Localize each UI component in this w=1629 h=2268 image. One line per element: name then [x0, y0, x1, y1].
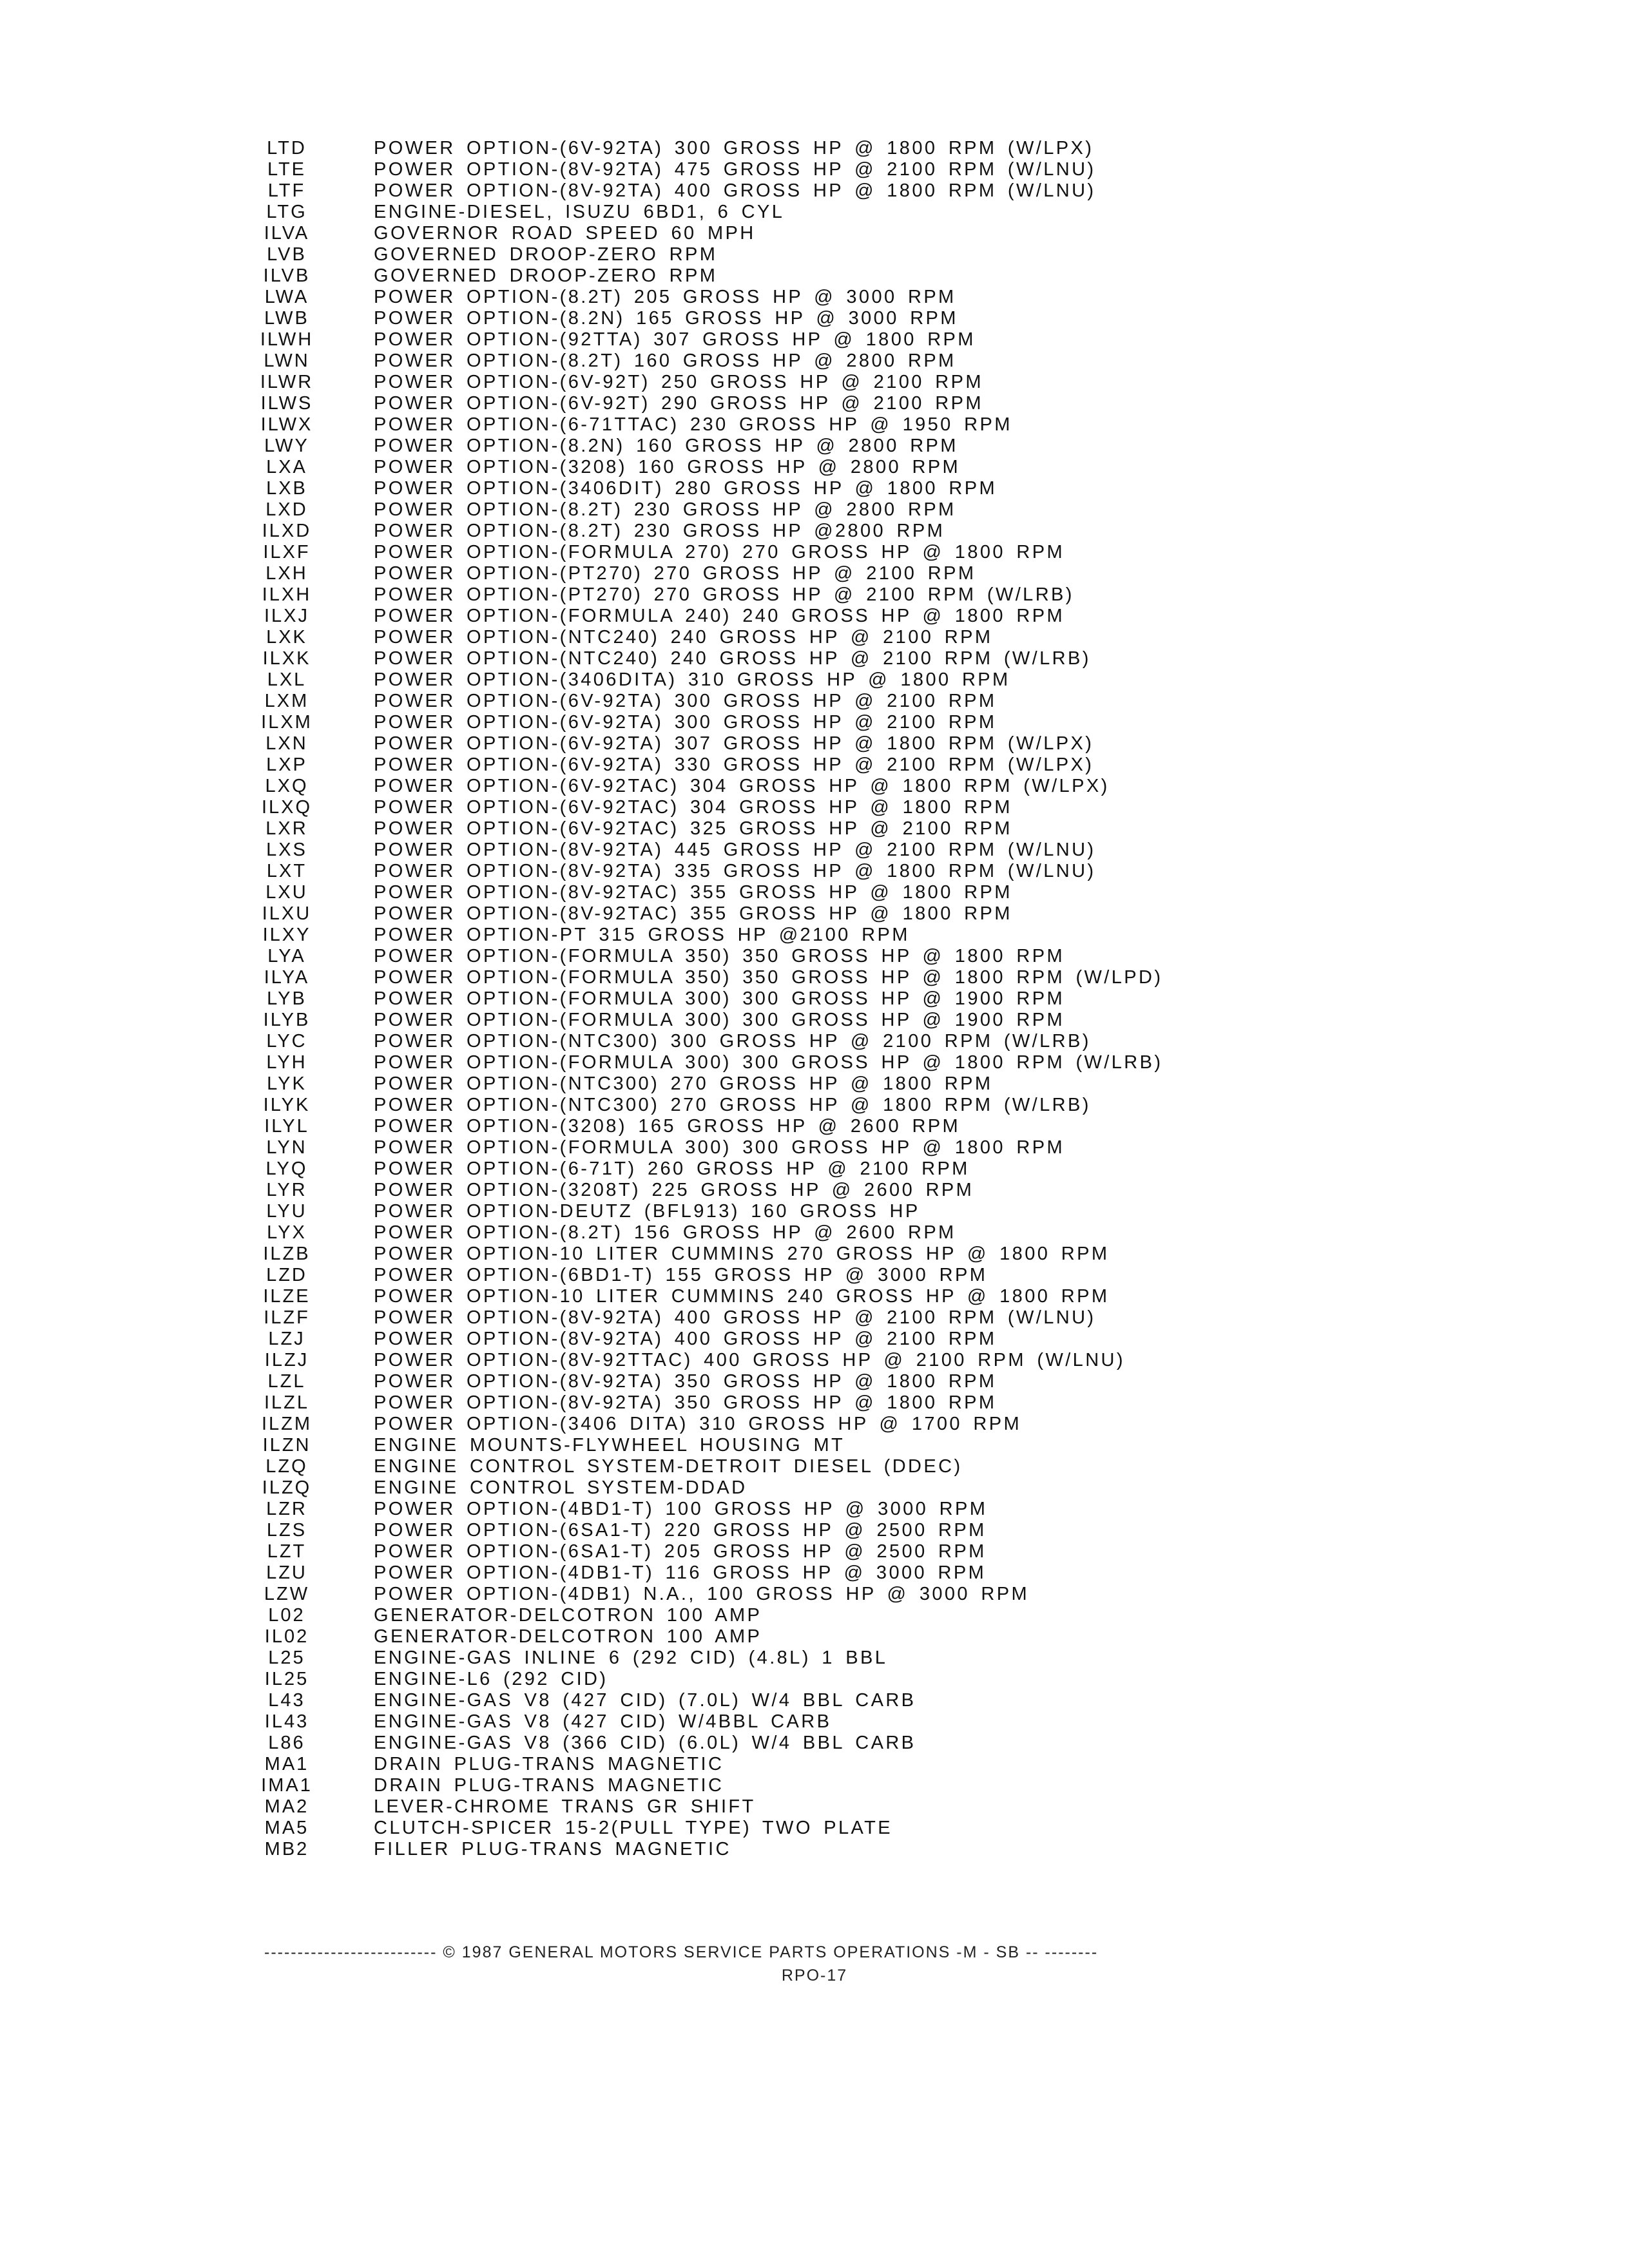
rpo-description: POWER OPTION-(3406DIT) 280 GROSS HP @ 1800 RPM [374, 478, 998, 499]
list-item [0, 1456, 1629, 1477]
footer-copyright-line: -------------------------- © 1987 GENERAL MOTORS SERVICE PARTS OPERATIONS -M - SB -- -------- [264, 1943, 1099, 1961]
list-item [0, 1286, 1629, 1307]
rpo-code: LXA [266, 457, 307, 477]
rpo-description: ENGINE-DIESEL, ISUZU 6BD1, 6 CYL [374, 202, 785, 222]
rpo-description: POWER OPTION-(6-71T) 260 GROSS HP @ 2100 RPM [374, 1158, 970, 1179]
rpo-code: ILXJ [264, 606, 310, 626]
rpo-code: ILWX [260, 414, 313, 435]
list-item [0, 1350, 1629, 1371]
rpo-code: MA1 [264, 1754, 309, 1774]
list-item [0, 372, 1629, 393]
rpo-code: ILXQ [261, 797, 313, 818]
list-item [0, 669, 1629, 691]
rpo-description: POWER OPTION-(8V-92TAC) 355 GROSS HP @ 1800 RPM [374, 882, 1012, 903]
rpo-description: DRAIN PLUG-TRANS MAGNETIC [374, 1775, 724, 1796]
rpo-code: ILWH [260, 329, 314, 350]
rpo-description: POWER OPTION-(3208) 165 GROSS HP @ 2600 RPM [374, 1116, 961, 1137]
rpo-description: ENGINE MOUNTS-FLYWHEEL HOUSING MT [374, 1435, 845, 1456]
rpo-code: IMA1 [261, 1775, 313, 1796]
rpo-description: POWER OPTION-(8.2T) 230 GROSS HP @ 2800 RPM [374, 499, 956, 520]
list-item [0, 1137, 1629, 1158]
rpo-description: POWER OPTION-(6V-92TAC) 325 GROSS HP @ 2100 RPM [374, 818, 1012, 839]
rpo-description: POWER OPTION-10 LITER CUMMINS 240 GROSS HP @ 1800 RPM [374, 1286, 1110, 1307]
list-item [0, 1584, 1629, 1605]
rpo-description: POWER OPTION-(FORMULA 300) 300 GROSS HP @ 1800 RPM (W/LRB) [374, 1052, 1163, 1073]
rpo-description: POWER OPTION-(4DB1-T) 116 GROSS HP @ 3000 RPM [374, 1562, 987, 1583]
list-item [0, 1711, 1629, 1733]
rpo-description: POWER OPTION-(6V-92TA) 330 GROSS HP @ 2100 RPM (W/LPX) [374, 754, 1094, 775]
rpo-code: MA5 [264, 1818, 309, 1838]
rpo-code: LXR [265, 818, 308, 839]
rpo-description: POWER OPTION-(6V-92TA) 300 GROSS HP @ 2100 RPM [374, 691, 997, 711]
list-item [0, 244, 1629, 265]
rpo-description: POWER OPTION-(6V-92TA) 300 GROSS HP @ 2100 RPM [374, 712, 997, 733]
list-item [0, 1201, 1629, 1222]
list-item [0, 159, 1629, 180]
list-item [0, 1690, 1629, 1711]
list-item [0, 521, 1629, 542]
list-item [0, 180, 1629, 202]
list-item [0, 733, 1629, 754]
rpo-description: GOVERNOR ROAD SPEED 60 MPH [374, 223, 756, 244]
rpo-code: LWN [264, 351, 310, 371]
list-item [0, 223, 1629, 244]
list-item [0, 1818, 1629, 1839]
rpo-description: POWER OPTION-(6V-92TAC) 304 GROSS HP @ 1800 RPM (W/LPX) [374, 776, 1110, 796]
rpo-code: ILXU [262, 903, 312, 924]
rpo-description: POWER OPTION-(4DB1) N.A., 100 GROSS HP @ 3000 RPM [374, 1584, 1030, 1604]
rpo-code: IL25 [264, 1669, 309, 1689]
list-item [0, 1499, 1629, 1520]
rpo-description: POWER OPTION-(8.2T) 160 GROSS HP @ 2800 RPM [374, 351, 956, 371]
rpo-description: POWER OPTION-(8.2T) 230 GROSS HP @2800 RPM [374, 521, 945, 541]
rpo-code: LTG [266, 202, 307, 222]
rpo-description: POWER OPTION-(NTC300) 270 GROSS HP @ 1800 RPM (W/LRB) [374, 1095, 1091, 1115]
rpo-code: ILXY [262, 925, 311, 945]
rpo-code: LZT [267, 1541, 307, 1562]
rpo-description: POWER OPTION-(6SA1-T) 205 GROSS HP @ 2500 RPM [374, 1541, 987, 1562]
rpo-code: LYQ [265, 1158, 308, 1179]
list-item [0, 1031, 1629, 1052]
rpo-code: LXB [266, 478, 307, 499]
rpo-code: IL43 [264, 1711, 309, 1732]
rpo-description: POWER OPTION-(FORMULA 240) 240 GROSS HP @ 1800 RPM [374, 606, 1065, 626]
rpo-description: POWER OPTION-(FORMULA 300) 300 GROSS HP @ 1900 RPM [374, 1010, 1065, 1030]
rpo-description: POWER OPTION-10 LITER CUMMINS 270 GROSS HP @ 1800 RPM [374, 1244, 1110, 1264]
rpo-code: L86 [268, 1733, 305, 1753]
rpo-code: ILYL [264, 1116, 309, 1137]
list-item [0, 1626, 1629, 1648]
list-item [0, 584, 1629, 606]
rpo-description: LEVER-CHROME TRANS GR SHIFT [374, 1796, 756, 1817]
rpo-description: POWER OPTION-(8.2N) 165 GROSS HP @ 3000 RPM [374, 308, 958, 329]
rpo-description: POWER OPTION-(6V-92TA) 300 GROSS HP @ 1800 RPM (W/LPX) [374, 138, 1094, 159]
rpo-code: LZU [266, 1562, 307, 1583]
list-item [0, 1775, 1629, 1796]
list-item [0, 1307, 1629, 1329]
list-item [0, 138, 1629, 159]
list-item [0, 1435, 1629, 1456]
list-item [0, 265, 1629, 287]
rpo-code: LVB [267, 244, 307, 265]
list-item [0, 457, 1629, 478]
footer-page-number: RPO-17 [781, 1966, 848, 1984]
rpo-description: ENGINE-GAS V8 (427 CID) W/4BBL CARB [374, 1711, 832, 1732]
rpo-description: GOVERNED DROOP-ZERO RPM [374, 265, 718, 286]
rpo-description: POWER OPTION-(8V-92TA) 400 GROSS HP @ 2100 RPM (W/LNU) [374, 1307, 1096, 1328]
list-item [0, 1073, 1629, 1095]
rpo-description: POWER OPTION-(NTC300) 300 GROSS HP @ 2100 RPM (W/LRB) [374, 1031, 1091, 1052]
list-item [0, 1754, 1629, 1775]
rpo-description: POWER OPTION-(6-71TTAC) 230 GROSS HP @ 1950 RPM [374, 414, 1012, 435]
list-item [0, 776, 1629, 797]
rpo-code: LXT [266, 861, 307, 881]
rpo-description: POWER OPTION-(8.2T) 205 GROSS HP @ 3000 RPM [374, 287, 956, 307]
rpo-description: POWER OPTION-(3208T) 225 GROSS HP @ 2600 RPM [374, 1180, 974, 1200]
list-item [0, 861, 1629, 882]
list-item [0, 627, 1629, 648]
rpo-description: POWER OPTION-(NTC240) 240 GROSS HP @ 2100 RPM [374, 627, 993, 648]
rpo-description: ENGINE-GAS V8 (427 CID) (7.0L) W/4 BBL CARB [374, 1690, 916, 1711]
rpo-code: ILZE [263, 1286, 311, 1307]
rpo-description: POWER OPTION-(FORMULA 270) 270 GROSS HP @ 1800 RPM [374, 542, 1065, 562]
list-item [0, 818, 1629, 840]
list-item [0, 1180, 1629, 1201]
rpo-code: LXQ [265, 776, 309, 796]
rpo-code: L02 [268, 1605, 305, 1626]
list-item [0, 606, 1629, 627]
rpo-code: LYA [267, 946, 306, 966]
rpo-description: POWER OPTION-(6V-92T) 250 GROSS HP @ 2100 RPM [374, 372, 983, 392]
list-item [0, 414, 1629, 436]
rpo-description: POWER OPTION-(3406DITA) 310 GROSS HP @ 1800 RPM [374, 669, 1010, 690]
rpo-code: ILZN [262, 1435, 311, 1456]
rpo-description: POWER OPTION-(FORMULA 300) 300 GROSS HP @ 1900 RPM [374, 988, 1065, 1009]
list-item [0, 1244, 1629, 1265]
rpo-code: LXM [264, 691, 309, 711]
rpo-description: POWER OPTION-(FORMULA 350) 350 GROSS HP @ 1800 RPM [374, 946, 1065, 966]
list-item [0, 1541, 1629, 1562]
rpo-code: LWY [264, 436, 309, 456]
list-item [0, 1329, 1629, 1350]
rpo-code: LYC [266, 1031, 307, 1052]
list-item [0, 1010, 1629, 1031]
rpo-code: LXH [265, 563, 308, 584]
rpo-code: ILXD [262, 521, 312, 541]
rpo-code: LZJ [268, 1329, 305, 1349]
list-item [0, 1648, 1629, 1669]
list-item [0, 1095, 1629, 1116]
rpo-code: LWA [264, 287, 309, 307]
list-item [0, 202, 1629, 223]
rpo-description: POWER OPTION-(NTC300) 270 GROSS HP @ 1800 RPM [374, 1073, 993, 1094]
rpo-code: LTF [267, 180, 306, 201]
rpo-code: IL02 [264, 1626, 309, 1647]
list-item [0, 436, 1629, 457]
list-item [0, 754, 1629, 776]
list-item [0, 1520, 1629, 1541]
rpo-code: LYH [266, 1052, 307, 1073]
rpo-code: MA2 [264, 1796, 309, 1817]
rpo-description: DRAIN PLUG-TRANS MAGNETIC [374, 1754, 724, 1774]
rpo-description: POWER OPTION-(8V-92TA) 400 GROSS HP @ 2100 RPM [374, 1329, 997, 1349]
rpo-code: LXD [265, 499, 308, 520]
list-item [0, 882, 1629, 903]
rpo-description: POWER OPTION-(FORMULA 300) 300 GROSS HP @ 1800 RPM [374, 1137, 1065, 1158]
rpo-code: ILVB [263, 265, 311, 286]
rpo-code: MB2 [264, 1839, 309, 1860]
rpo-code: LXL [267, 669, 307, 690]
rpo-description: POWER OPTION-(6V-92TAC) 304 GROSS HP @ 1800 RPM [374, 797, 1012, 818]
list-item [0, 329, 1629, 351]
rpo-code: LZD [266, 1265, 307, 1285]
list-item [0, 1222, 1629, 1244]
rpo-description: ENGINE CONTROL SYSTEM-DDAD [374, 1477, 747, 1498]
rpo-code: LYX [267, 1222, 307, 1243]
rpo-description: GENERATOR-DELCOTRON 100 AMP [374, 1626, 762, 1647]
rpo-description: POWER OPTION-(FORMULA 350) 350 GROSS HP @ 1800 RPM (W/LPD) [374, 967, 1163, 988]
rpo-description: FILLER PLUG-TRANS MAGNETIC [374, 1839, 731, 1860]
rpo-code: ILWS [260, 393, 313, 414]
rpo-description: ENGINE-L6 (292 CID) [374, 1669, 608, 1689]
rpo-description: GENERATOR-DELCOTRON 100 AMP [374, 1605, 762, 1626]
rpo-code: ILXM [261, 712, 313, 733]
rpo-code: ILYA [264, 967, 310, 988]
rpo-description: POWER OPTION-(8V-92TAC) 355 GROSS HP @ 1800 RPM [374, 903, 1012, 924]
list-item [0, 1371, 1629, 1392]
list-item [0, 925, 1629, 946]
rpo-code: LYR [266, 1180, 307, 1200]
rpo-code: LXU [265, 882, 308, 903]
rpo-code: ILWR [260, 372, 314, 392]
rpo-description: POWER OPTION-(6SA1-T) 220 GROSS HP @ 2500 RPM [374, 1520, 987, 1541]
list-item [0, 903, 1629, 925]
list-item [0, 1392, 1629, 1414]
rpo-description: POWER OPTION-(8V-92TA) 350 GROSS HP @ 1800 RPM [374, 1392, 997, 1413]
rpo-description: POWER OPTION-(8V-92TA) 475 GROSS HP @ 2100 RPM (W/LNU) [374, 159, 1096, 180]
rpo-code: ILZB [263, 1244, 311, 1264]
rpo-code: LYK [267, 1073, 307, 1094]
rpo-code: LZL [267, 1371, 306, 1392]
rpo-description: ENGINE-GAS V8 (366 CID) (6.0L) W/4 BBL CARB [374, 1733, 916, 1753]
list-item [0, 308, 1629, 329]
list-item [0, 1414, 1629, 1435]
list-item [0, 563, 1629, 584]
rpo-code: ILVA [264, 223, 310, 244]
list-item [0, 1265, 1629, 1286]
list-item [0, 393, 1629, 414]
rpo-code: LXP [266, 754, 307, 775]
list-item [0, 499, 1629, 521]
rpo-code: L25 [268, 1648, 305, 1668]
rpo-code: ILZQ [262, 1477, 312, 1498]
list-item [0, 1158, 1629, 1180]
rpo-code: ILZJ [264, 1350, 309, 1370]
rpo-description: POWER OPTION-DEUTZ (BFL913) 160 GROSS HP [374, 1201, 920, 1222]
rpo-code: LZQ [265, 1456, 308, 1477]
rpo-description: POWER OPTION-(8V-92TTAC) 400 GROSS HP @ 2100 RPM (W/LNU) [374, 1350, 1125, 1370]
rpo-code: ILXF [263, 542, 311, 562]
list-item [0, 1669, 1629, 1690]
rpo-description: POWER OPTION-(3406 DITA) 310 GROSS HP @ 1700 RPM [374, 1414, 1022, 1434]
rpo-description: POWER OPTION-(NTC240) 240 GROSS HP @ 2100 RPM (W/LRB) [374, 648, 1091, 669]
rpo-description: POWER OPTION-(8.2T) 156 GROSS HP @ 2600 RPM [374, 1222, 956, 1243]
rpo-description: POWER OPTION-(8.2N) 160 GROSS HP @ 2800 RPM [374, 436, 958, 456]
rpo-code: ILZF [264, 1307, 310, 1328]
rpo-code: LZS [266, 1520, 307, 1541]
list-item [0, 478, 1629, 499]
list-item [0, 1116, 1629, 1137]
rpo-description: POWER OPTION-(6V-92TA) 307 GROSS HP @ 1800 RPM (W/LPX) [374, 733, 1094, 754]
rpo-code: LYB [267, 988, 307, 1009]
rpo-description: POWER OPTION-(PT270) 270 GROSS HP @ 2100 RPM (W/LRB) [374, 584, 1074, 605]
list-item [0, 1052, 1629, 1073]
rpo-description: CLUTCH-SPICER 15-2(PULL TYPE) TWO PLATE [374, 1818, 892, 1838]
rpo-code: LTD [267, 138, 307, 159]
rpo-description: POWER OPTION-PT 315 GROSS HP @2100 RPM [374, 925, 910, 945]
rpo-code: ILXK [262, 648, 311, 669]
rpo-code: ILZL [264, 1392, 310, 1413]
list-item [0, 1605, 1629, 1626]
rpo-description: POWER OPTION-(6BD1-T) 155 GROSS HP @ 3000 RPM [374, 1265, 988, 1285]
rpo-code: LXK [266, 627, 307, 648]
list-item [0, 840, 1629, 861]
list-item [0, 1562, 1629, 1584]
list-item [0, 797, 1629, 818]
list-item [0, 1733, 1629, 1754]
list-item [0, 542, 1629, 563]
rpo-description: POWER OPTION-(8V-92TA) 335 GROSS HP @ 1800 RPM (W/LNU) [374, 861, 1096, 881]
list-item [0, 712, 1629, 733]
list-item [0, 1477, 1629, 1499]
list-item [0, 1839, 1629, 1860]
list-item [0, 988, 1629, 1010]
list-item [0, 691, 1629, 712]
list-item [0, 287, 1629, 308]
rpo-code: ILYK [263, 1095, 311, 1115]
rpo-description: POWER OPTION-(8V-92TA) 400 GROSS HP @ 1800 RPM (W/LNU) [374, 180, 1096, 201]
rpo-code: LXS [266, 840, 307, 860]
rpo-description: GOVERNED DROOP-ZERO RPM [374, 244, 718, 265]
rpo-description: ENGINE CONTROL SYSTEM-DETROIT DIESEL (DDEC) [374, 1456, 963, 1477]
rpo-description: POWER OPTION-(8V-92TA) 445 GROSS HP @ 2100 RPM (W/LNU) [374, 840, 1096, 860]
rpo-code: LXN [265, 733, 308, 754]
rpo-code: ILYB [263, 1010, 311, 1030]
rpo-code: L43 [268, 1690, 305, 1711]
list-item [0, 946, 1629, 967]
rpo-description: ENGINE-GAS INLINE 6 (292 CID) (4.8L) 1 BBL [374, 1648, 888, 1668]
rpo-description: POWER OPTION-(PT270) 270 GROSS HP @ 2100 RPM [374, 563, 976, 584]
rpo-description: POWER OPTION-(4BD1-T) 100 GROSS HP @ 3000 RPM [374, 1499, 988, 1519]
rpo-code-list [0, 138, 1629, 1860]
rpo-description: POWER OPTION-(8V-92TA) 350 GROSS HP @ 1800 RPM [374, 1371, 997, 1392]
list-item [0, 1796, 1629, 1818]
rpo-code: LZW [264, 1584, 310, 1604]
rpo-code: ILXH [262, 584, 312, 605]
rpo-code: LWB [264, 308, 309, 329]
rpo-code: LTE [267, 159, 307, 180]
list-item [0, 967, 1629, 988]
rpo-description: POWER OPTION-(92TTA) 307 GROSS HP @ 1800 RPM [374, 329, 976, 350]
list-item [0, 648, 1629, 669]
rpo-code: ILZM [261, 1414, 313, 1434]
rpo-code: LYU [266, 1201, 307, 1222]
rpo-code: LZR [266, 1499, 307, 1519]
rpo-description: POWER OPTION-(3208) 160 GROSS HP @ 2800 RPM [374, 457, 961, 477]
rpo-code: LYN [266, 1137, 307, 1158]
rpo-description: POWER OPTION-(6V-92T) 290 GROSS HP @ 2100 RPM [374, 393, 983, 414]
list-item [0, 351, 1629, 372]
